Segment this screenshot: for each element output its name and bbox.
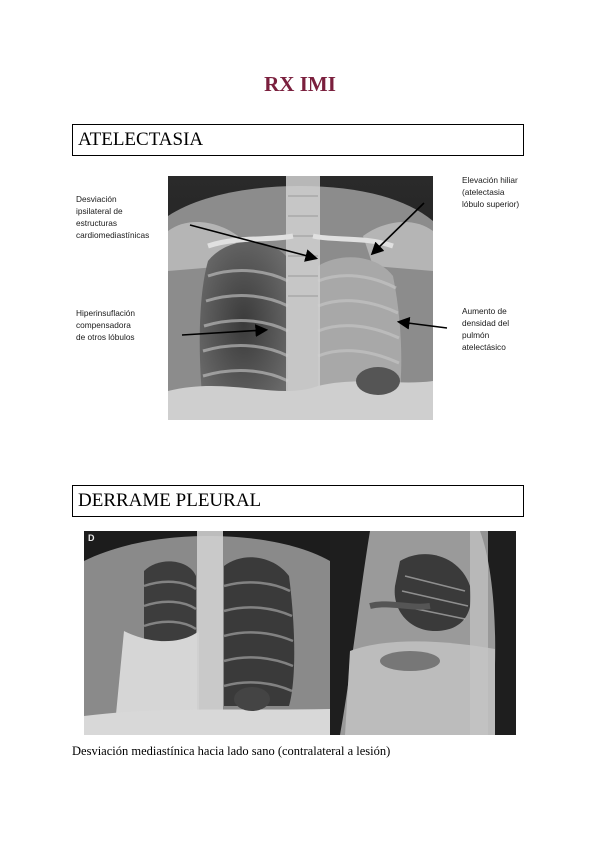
image-side-marker: D: [88, 533, 95, 543]
page-title: RX IMI: [264, 72, 336, 96]
derrame-caption: Desviación mediastínica hacia lado sano (contralateral a lesión): [72, 744, 391, 758]
xray-derrame-pa-image: [84, 531, 330, 735]
section-heading-derrame-pleural: DERRAME PLEURAL: [72, 485, 524, 517]
xray-atelectasia-image: [168, 176, 433, 420]
label-desviacion-ipsilateral: Desviación ipsilateral de estructuras cardiomediastínicas: [76, 194, 150, 240]
label-elevacion-hiliar: Elevación hiliar (atelectasia lóbulo superior): [462, 175, 520, 209]
label-hiperinsuflacion: Hiperinsuflación compensadora de otros lóbulos: [76, 308, 136, 342]
section-heading-atelectasia: ATELECTASIA: [72, 124, 524, 156]
label-aumento-densidad: Aumento de densidad del pulmón atelectásico: [462, 306, 510, 352]
xray-derrame-lateral-image: [330, 531, 516, 735]
